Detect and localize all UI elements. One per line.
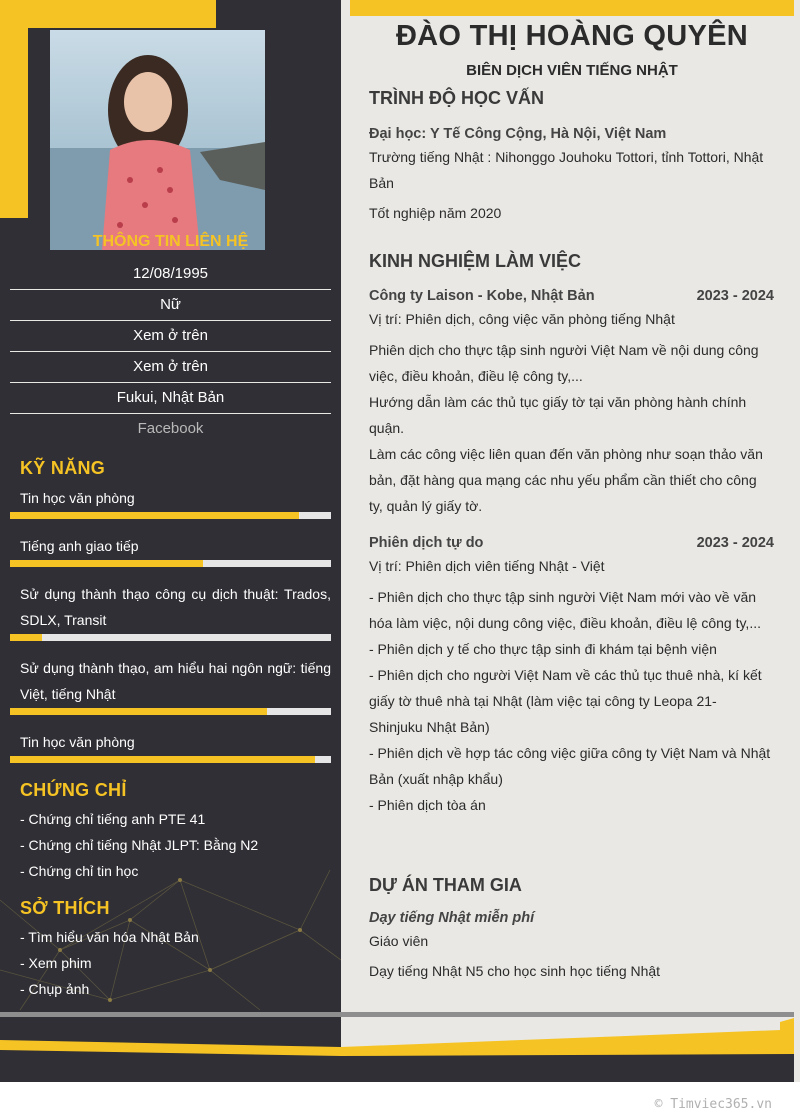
- job-company: Công ty Laison - Kobe, Nhật Bản: [369, 288, 595, 304]
- candidate-name: ĐÀO THỊ HOÀNG QUYÊN: [395, 20, 749, 52]
- job-detail: Phiên dịch cho thực tập sinh người Việt Nam về nội dung công việc, điều khoản, điều lệ công ty,...: [369, 342, 759, 384]
- skill-fill: [10, 708, 267, 715]
- hobby-item: - Chụp ảnh: [20, 981, 90, 997]
- education-school: Trường tiếng Nhật : Nihonggo Jouhoku Tottori, tỉnh Tottori, Nhật Bản: [369, 149, 764, 191]
- certificates-list: [20, 806, 330, 884]
- skill-fill: [10, 756, 315, 763]
- phone: Xem ở trên: [10, 321, 331, 352]
- skill-label: Tiếng anh giao tiếp: [20, 538, 139, 554]
- birth-date: 12/08/1995: [10, 259, 331, 290]
- job-period: 2023 - 2024: [696, 535, 774, 551]
- accent-bar-top-right: [350, 0, 794, 16]
- skill-item: [10, 655, 331, 715]
- projects-title: DỰ ÁN THAM GIA: [369, 875, 522, 895]
- job-detail: Hướng dẫn làm các thủ tục giấy tờ tại văn phòng hành chính quận.: [369, 394, 747, 436]
- certificates-title: CHỨNG CHỈ: [20, 780, 127, 800]
- job-period: 2023 - 2024: [696, 288, 774, 304]
- skill-item: [10, 729, 331, 763]
- job-detail: - Phiên dịch về hợp tác công việc giữa công ty Việt Nam và Nhật Bản (xuất nhập khẩu): [369, 745, 771, 787]
- skill-bar: [10, 634, 331, 641]
- project-description: Dạy tiếng Nhật N5 cho học sinh học tiếng Nhật: [369, 963, 661, 979]
- footer-decoration: [0, 1012, 800, 1084]
- education-section: [369, 88, 774, 226]
- skill-bar: [10, 708, 331, 715]
- skill-item: [10, 581, 331, 641]
- job-header: [369, 288, 774, 304]
- facebook-link[interactable]: Facebook: [137, 420, 204, 437]
- skill-bar: [10, 512, 331, 519]
- education-graduation: Tốt nghiệp năm 2020: [369, 205, 502, 221]
- skill-bar: [10, 756, 331, 763]
- job-detail: - Phiên dịch cho thực tập sinh người Việt Nam mới vào về văn hóa làm việc, nội dung công việc, điều khoản, điều lệ công ty,...: [369, 589, 761, 631]
- hobbies-list: [20, 924, 330, 1002]
- skill-fill: [10, 560, 203, 567]
- certificate-item: - Chứng chỉ tiếng Nhật JLPT: Bằng N2: [20, 837, 259, 853]
- skill-item: [10, 533, 331, 567]
- experience-section: [369, 251, 774, 818]
- education-degree: Đại học: Y Tế Công Cộng, Hà Nội, Việt Nam: [369, 126, 667, 142]
- contact-list: [10, 259, 331, 445]
- job-position: Vị trí: Phiên dịch, công việc văn phòng tiếng Nhật: [369, 311, 675, 327]
- job-header: [369, 535, 774, 551]
- skill-bar: [10, 560, 331, 567]
- job-detail: - Phiên dịch cho người Việt Nam về các thủ tục thuê nhà, kí kết giấy tờ thuê nhà tại Nhật (làm việc tại công ty Leopa 21- Shinjuku Nhật Bản): [369, 667, 762, 735]
- skill-label: Tin học văn phòng: [20, 490, 135, 506]
- watermark: © Timviec365.vn: [654, 1097, 772, 1112]
- job-detail: - Phiên dịch y tế cho thực tập sinh đi khám tại bệnh viện: [369, 641, 717, 657]
- gender: Nữ: [10, 290, 331, 321]
- email: Xem ở trên: [10, 352, 331, 383]
- job-detail: Làm các công việc liên quan đến văn phòng như soạn thảo văn bản, đặt hàng qua mạng các nhu yếu phẩm cần thiết cho công ty, quản lý giấy tờ.: [369, 446, 763, 514]
- education-title: TRÌNH ĐỘ HỌC VẤN: [369, 88, 544, 108]
- skills-list: [10, 485, 331, 777]
- profile-photo: [50, 30, 265, 250]
- experience-title: KINH NGHIỆM LÀM VIỆC: [369, 251, 582, 271]
- skill-fill: [10, 634, 42, 641]
- contact-title: THÔNG TIN LIÊN HỆ: [92, 233, 249, 250]
- certificate-item: - Chứng chỉ tin học: [20, 863, 139, 879]
- accent-bar-left: [0, 0, 28, 218]
- skills-title: KỸ NĂNG: [20, 458, 106, 478]
- hobby-item: - Tìm hiểu văn hóa Nhật Bản: [20, 929, 199, 945]
- candidate-role: BIÊN DỊCH VIÊN TIẾNG NHẬT: [466, 62, 678, 79]
- address: Fukui, Nhật Bản: [10, 383, 331, 414]
- projects-section: [369, 875, 774, 984]
- accent-bar-top-left: [0, 0, 216, 28]
- job-company: Phiên dịch tự do: [369, 535, 484, 551]
- skill-label: Tin học văn phòng: [20, 734, 135, 750]
- certificate-item: - Chứng chỉ tiếng anh PTE 41: [20, 811, 206, 827]
- skill-item: [10, 485, 331, 519]
- project-role: Giáo viên: [369, 933, 429, 949]
- job-position: Vị trí: Phiên dịch viên tiếng Nhật - Việt: [369, 558, 605, 574]
- hobbies-title: SỞ THÍCH: [20, 898, 110, 918]
- project-name: Dạy tiếng Nhật miễn phí: [369, 910, 535, 926]
- skill-label: Sử dụng thành thạo công cụ dịch thuật: Trados, SDLX, Transit: [20, 586, 331, 628]
- hobby-item: - Xem phim: [20, 955, 92, 971]
- skill-label: Sử dụng thành thạo, am hiểu hai ngôn ngữ: tiếng Việt, tiếng Nhật: [20, 660, 331, 702]
- skill-fill: [10, 512, 299, 519]
- job-detail: - Phiên dịch tòa án: [369, 797, 486, 813]
